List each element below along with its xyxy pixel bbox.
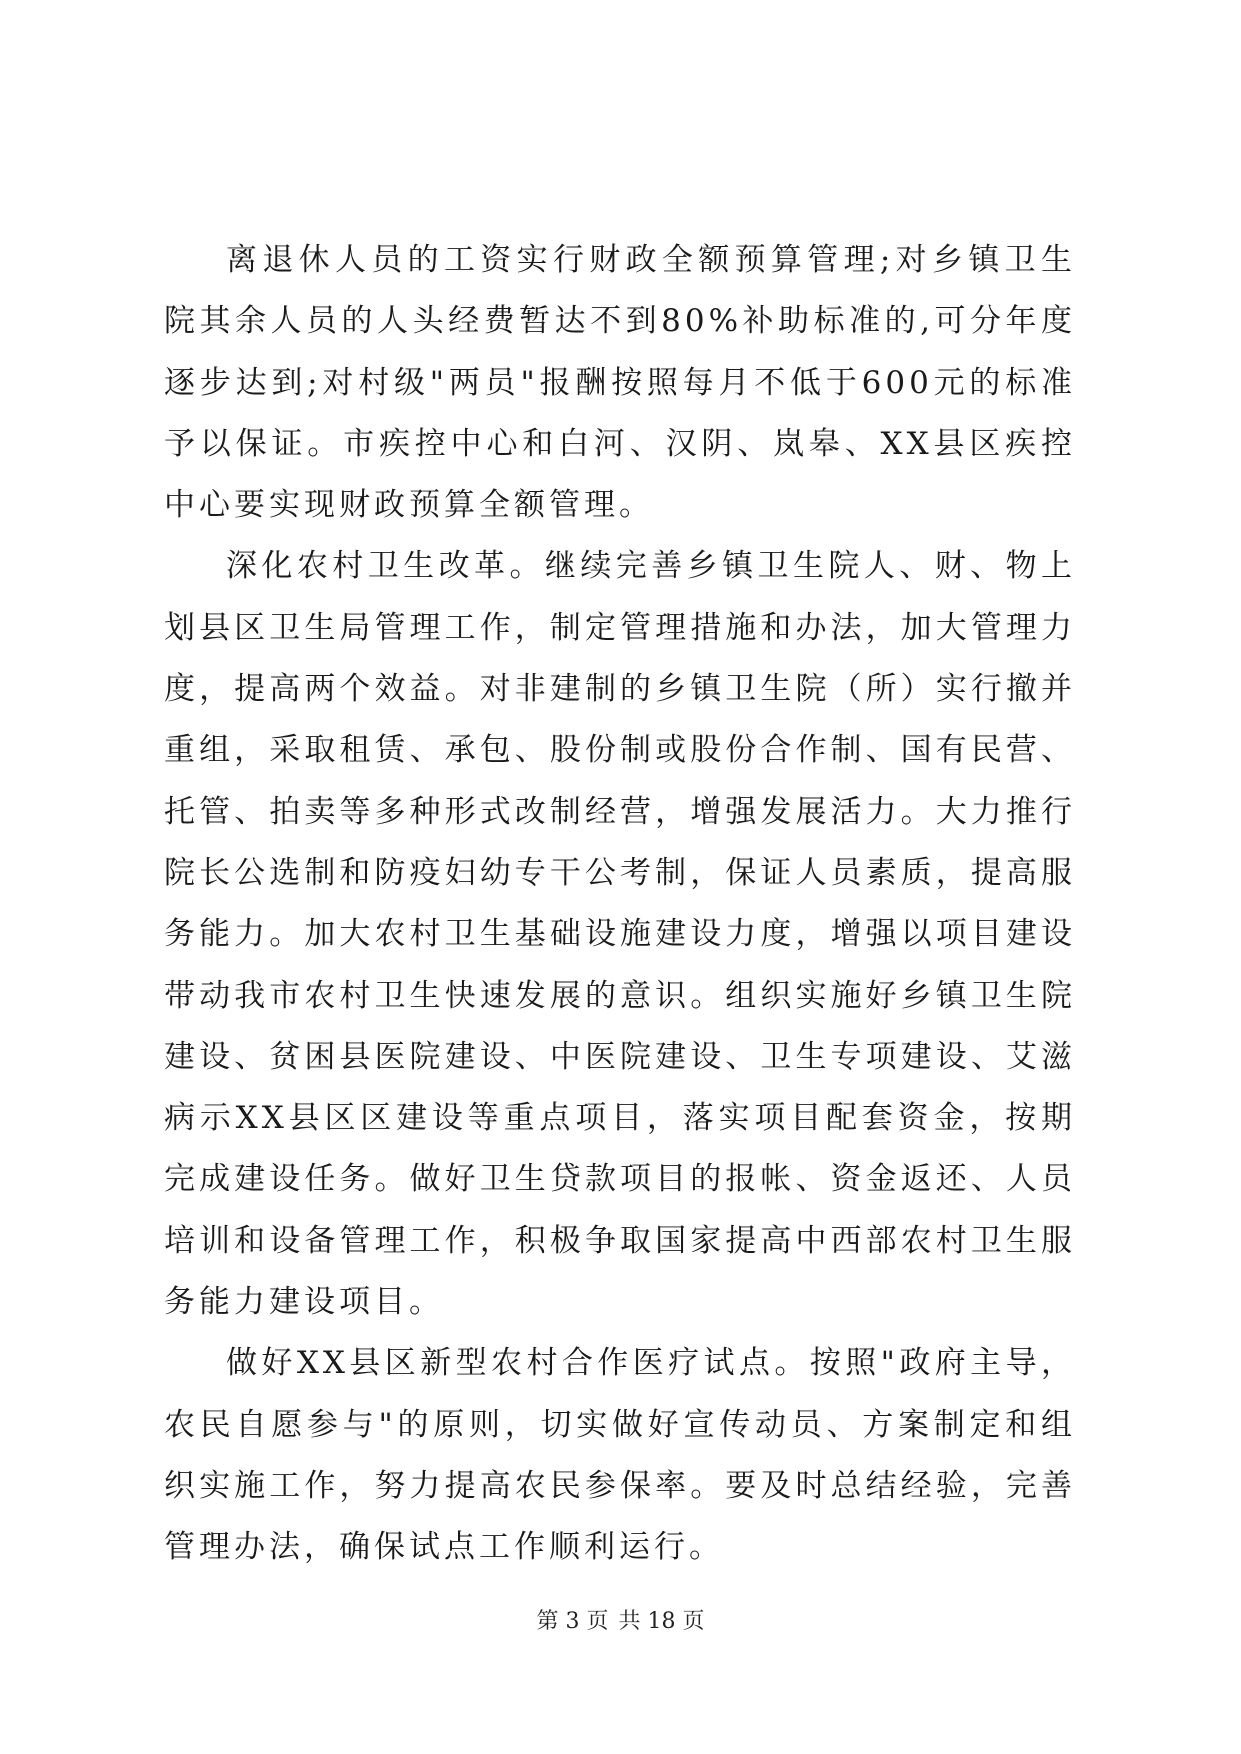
paragraph-rural-health-reform: 深化农村卫生改革。继续完善乡镇卫生院人、财、物上划县区卫生局管理工作，制定管理措施和办法，加大管理力度，提高两个效益。对非建制的乡镇卫生院（所）实行撤并重组，采取租赁、承包、股份制或股份合作制、国有民营、托管、拍卖等多种形式改制经营，增强发展活力。大力推行院长公选制和防疫妇幼专干公考制，保证人员素质，提高服务能力。加大农村卫生基础设施建设力度，增强以项目建设带动我市农村卫生快速发展的意识。组织实施好乡镇卫生院建设、贫困县医院建设、中医院建设、卫生专项建设、艾滋病示XX县区区建设等重点项目，落实项目配套资金，按期完成建设任务。做好卫生贷款项目的报帐、资金返还、人员培训和设备管理工作，积极争取国家提高中西部农村卫生服务能力建设项目。	[164, 548, 1076, 1321]
paragraph-rural-cooperative-medical: 做好XX县区新型农村合作医疗试点。按照"政府主导，农民自愿参与"的原则，切实做好宣传动员、方案制定和组织实施工作，努力提高农民参保率。要及时总结经验，完善管理办法，确保试点工作顺利运行。	[164, 1345, 1076, 1566]
page-number: 第 3 页	[536, 1609, 609, 1634]
page-footer	[0, 1607, 1241, 1637]
paragraph-budget-management: 离退休人员的工资实行财政全额预算管理;对乡镇卫生院其余人员的人头经费暂达不到80%补助标准的,可分年度逐步达到;对村级"两员"报酬按照每月不低于600元的标准予以保证。市疾控中心和白河、汉阴、岚皋、XX县区疾控中心要实现财政预算全额管理。	[164, 242, 1076, 524]
page-total: 共 18 页	[618, 1609, 705, 1634]
document-body	[164, 230, 1076, 1579]
